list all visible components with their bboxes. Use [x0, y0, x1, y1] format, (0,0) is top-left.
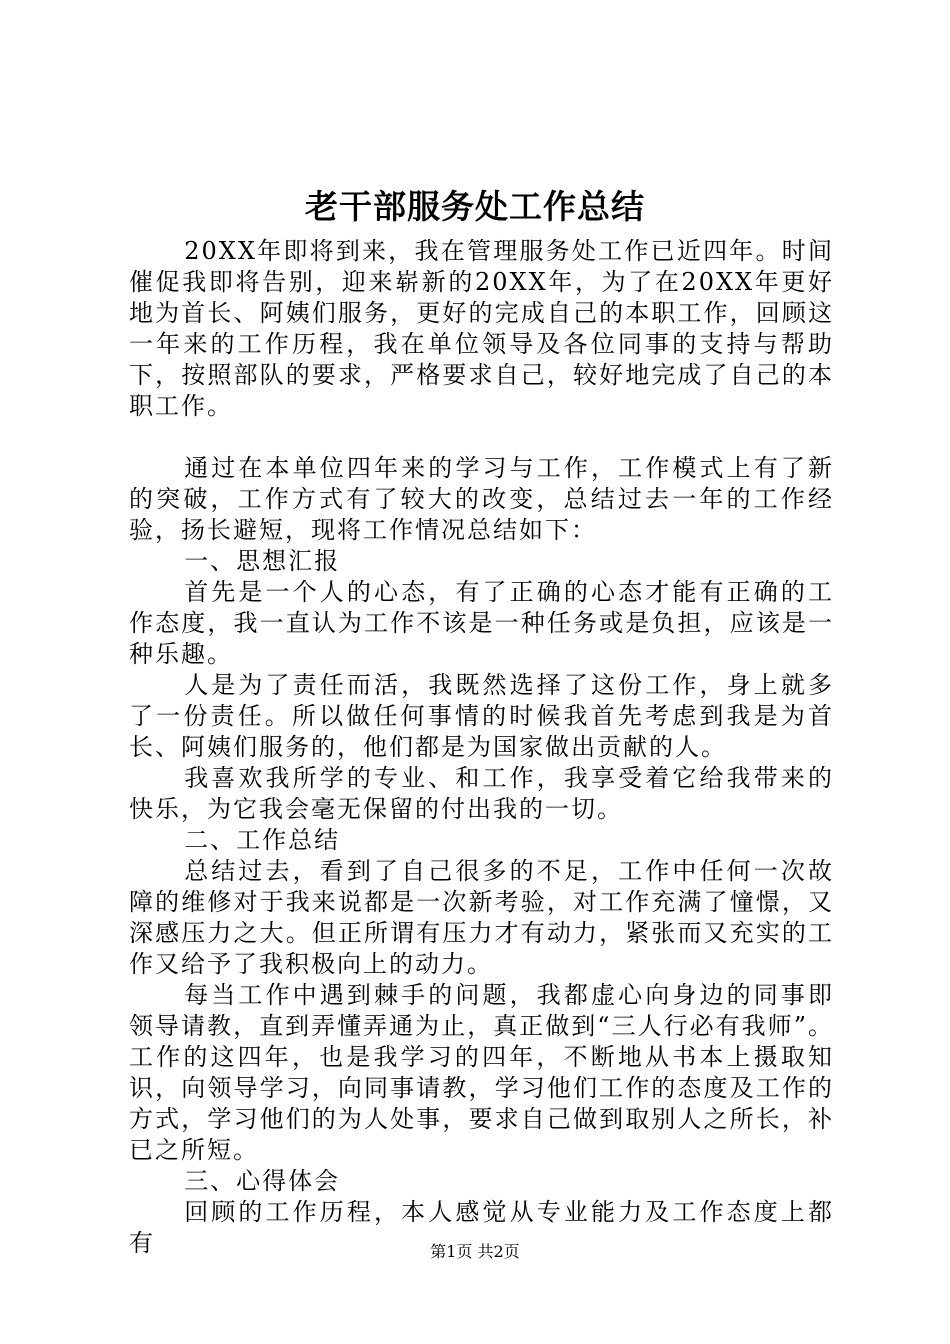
- paragraph-responsibility: 人是为了责任而活，我既然选择了这份工作，身上就多了一份责任。所以做任何事情的时候我首先考虑到我是为首长、阿姨们服务的，他们都是为国家做出贡献的人。: [129, 671, 834, 761]
- paragraph-learning: 每当工作中遇到棘手的问题，我都虚心向身边的同事即领导请教，直到弄懂弄通为止，真正做到“三人行必有我师”。工作的这四年，也是我学习的四年，不断地从书本上摄取知识，向领导学习，向同事请教，学习他们工作的态度及工作的方式，学习他们的为人处事，要求自己做到取别人之所长，补已之所短。: [129, 981, 834, 1164]
- page-number: 第1页 共2页: [430, 1242, 520, 1261]
- document-title: 老干部服务处工作总结: [305, 187, 645, 226]
- paragraph-overview: 通过在本单位四年来的学习与工作，工作模式上有了新的突破，工作方式有了较大的改变，总结过去一年的工作经验，扬长避短，现将工作情况总结如下：: [129, 454, 834, 544]
- section-heading-work-summary: 二、工作总结: [184, 826, 341, 854]
- paragraph-enjoyment: 我喜欢我所学的专业、和工作，我享受着它给我带来的快乐，为它我会毫无保留的付出我的一切。: [129, 764, 834, 823]
- paragraph-review: 回顾的工作历程，本人感觉从专业能力及工作态度上都有: [129, 1198, 834, 1257]
- section-heading-reflections: 三、心得体会: [184, 1167, 341, 1195]
- section-heading-thoughts: 一、思想汇报: [184, 547, 341, 575]
- paragraph-attitude: 首先是一个人的心态，有了正确的心态才能有正确的工作态度，我一直认为工作不该是一种任务或是负担，应该是一种乐趣。: [129, 578, 834, 668]
- paragraph-intro: 20XX年即将到来，我在管理服务处工作已近四年。时间催促我即将告别，迎来崭新的20XX年，为了在20XX年更好地为首长、阿姨们服务，更好的完成自己的本职工作，回顾这一年来的工作历程，我在单位领导及各位同事的支持与帮助下，按照部队的要求，严格要求自己，较好地完成了自己的本职工作。: [129, 237, 834, 420]
- paragraph-shortcomings: 总结过去，看到了自己很多的不足，工作中任何一次故障的维修对于我来说都是一次新考验，对工作充满了憧憬，又深感压力之大。但正所谓有压力才有动力，紧张而又充实的工作又给予了我积极向上的动力。: [129, 857, 834, 978]
- document-body: [129, 236, 834, 1259]
